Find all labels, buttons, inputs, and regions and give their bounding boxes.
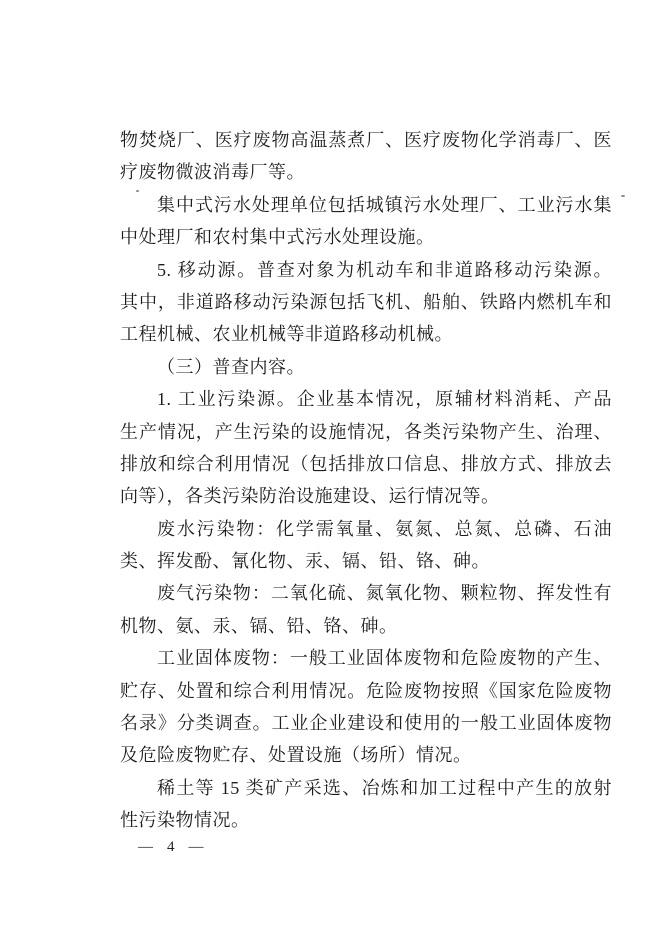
text-line: 及危险废物贮存、处置设施（场所）情况。 [120,745,472,766]
scan-speck [621,195,625,197]
page-number: 4 [167,839,176,855]
text-line: （三）普查内容。 [157,356,305,377]
text-line: 1. 工业污染源。企业基本情况，原辅材料消耗、产品 [157,389,612,410]
document-body [120,124,612,837]
text-line: 集中式污水处理单位包括城镇污水处理厂、工业污水集 [157,194,612,215]
text-line: 向等），各类污染防治设施建设、运行情况等。 [120,486,500,507]
text-line: 生产情况，产生污染的设施情况，各类污染物产生、治理、 [120,421,612,442]
text-line: 中处理厂和农村集中式污水处理设施。 [120,227,435,248]
page-footer [138,839,205,856]
text-line: 排放和综合利用情况（包括排放口信息、排放方式、排放去 [120,453,612,474]
footer-dash-right: — [188,839,205,855]
text-line: 疗废物微波消毒厂等。 [120,162,305,183]
text-line: 稀土等 15 类矿产采选、冶炼和加工过程中产生的放射 [157,777,612,798]
text-line: 类、挥发酚、氰化物、汞、镉、铅、铬、砷。 [120,551,490,572]
text-line: 5. 移动源。普查对象为机动车和非道路移动污染源。 [157,259,612,280]
text-line: 工程机械、农业机械等非道路移动机械。 [120,324,453,345]
text-line: 贮存、处置和综合利用情况。危险废物按照《国家危险废物 [120,680,612,701]
text-line: 废水污染物：化学需氧量、氨氮、总氮、总磷、石油 [157,518,612,539]
text-line: 性污染物情况。 [120,810,250,831]
text-line: 其中，非道路移动污染源包括飞机、船舶、铁路内燃机车和 [120,291,612,312]
text-line: 机物、氨、汞、镉、铅、铬、砷。 [120,615,398,636]
text-line: 废气污染物：二氧化硫、氮氧化物、颗粒物、挥发性有 [157,583,612,604]
text-line: 物焚烧厂、医疗废物高温蒸煮厂、医疗废物化学消毒厂、医 [120,130,612,150]
scan-speck [136,190,139,192]
text-line: 名录》分类调查。工业企业建设和使用的一般工业固体废物 [120,713,612,734]
text-line: 工业固体废物：一般工业固体废物和危险废物的产生、 [157,648,612,669]
footer-dash-left: — [138,839,154,855]
